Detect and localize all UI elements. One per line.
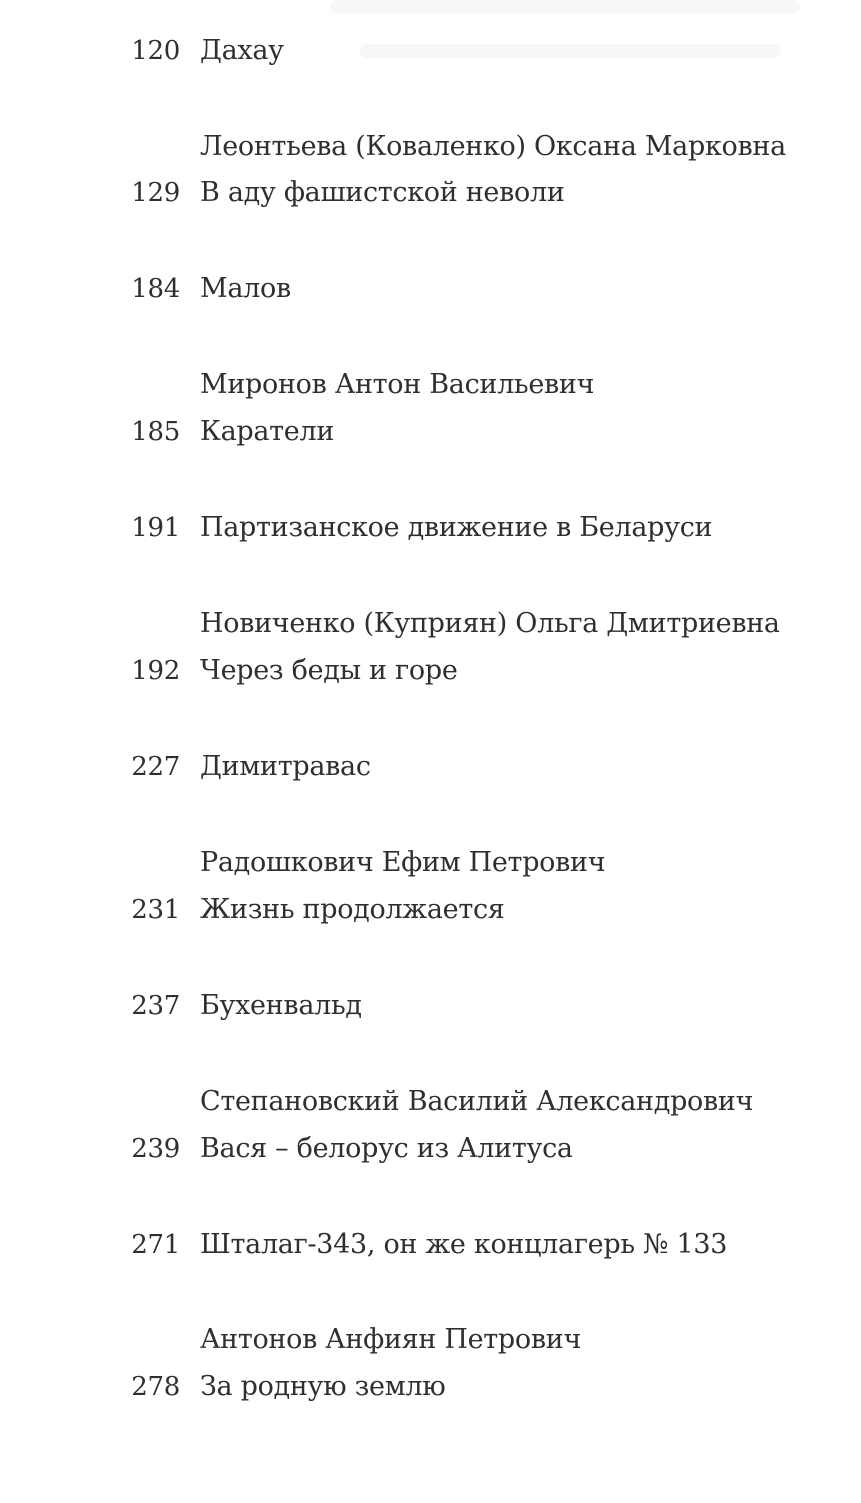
toc-title: Каратели (200, 416, 335, 447)
toc-title: Жизнь продолжается (200, 894, 505, 925)
toc-author-name: Новиченко (Куприян) Ольга Дмитриевна (200, 608, 780, 639)
toc-page-number: 239 (131, 1134, 180, 1164)
toc-page-number: 227 (131, 752, 180, 782)
toc-entry[interactable] (0, 890, 861, 930)
toc-author (0, 604, 861, 644)
scan-smudge (330, 0, 800, 14)
toc-title: В аду фашистской неволи (200, 177, 565, 208)
toc-page-number: 192 (131, 656, 180, 686)
toc-title: Дахау (200, 35, 284, 66)
toc-entry[interactable] (0, 269, 861, 309)
toc-author (0, 1082, 861, 1122)
toc-author (0, 843, 861, 883)
toc-page-number: 185 (131, 417, 180, 447)
toc-entry[interactable] (0, 1225, 861, 1265)
toc-page-number: 191 (131, 513, 180, 543)
toc-title: Через беды и горе (200, 655, 458, 686)
toc-title: Бухенвальд (200, 990, 362, 1021)
toc-entry[interactable] (0, 412, 861, 452)
toc-author-name: Степановский Василий Александрович (200, 1086, 754, 1117)
toc-author-name: Антонов Анфиян Петрович (200, 1324, 582, 1355)
toc-entry[interactable] (0, 986, 861, 1026)
toc-author (0, 1320, 861, 1360)
toc-entry[interactable] (0, 508, 861, 548)
toc-page-number: 278 (131, 1372, 180, 1402)
toc-author (0, 365, 861, 405)
toc-page-number: 129 (131, 178, 180, 208)
toc-author-name: Радошкович Ефим Петрович (200, 847, 606, 878)
toc-author-name: Леонтьева (Коваленко) Оксана Марковна (200, 131, 786, 162)
toc-entry[interactable] (0, 173, 861, 213)
toc-entry[interactable] (0, 31, 861, 71)
toc-entry[interactable] (0, 651, 861, 691)
toc-title: Димитравас (200, 751, 371, 782)
toc-page-number: 231 (131, 895, 180, 925)
toc-title: Шталаг-343, он же концлагерь № 133 (200, 1229, 728, 1260)
toc-author (0, 127, 861, 167)
toc-author-name: Миронов Антон Васильевич (200, 369, 595, 400)
toc-page-number: 271 (131, 1230, 180, 1260)
toc-page-number: 120 (131, 36, 180, 66)
toc-page-number: 184 (131, 274, 180, 304)
toc-page-number: 237 (131, 991, 180, 1021)
toc-title: Малов (200, 273, 291, 304)
toc-title: Вася – белорус из Алитуса (200, 1133, 573, 1164)
toc-title: За родную землю (200, 1371, 446, 1402)
toc-entry[interactable] (0, 747, 861, 787)
toc-title: Партизанское движение в Беларуси (200, 512, 713, 543)
toc-entry[interactable] (0, 1367, 861, 1407)
toc-entry[interactable] (0, 1129, 861, 1169)
